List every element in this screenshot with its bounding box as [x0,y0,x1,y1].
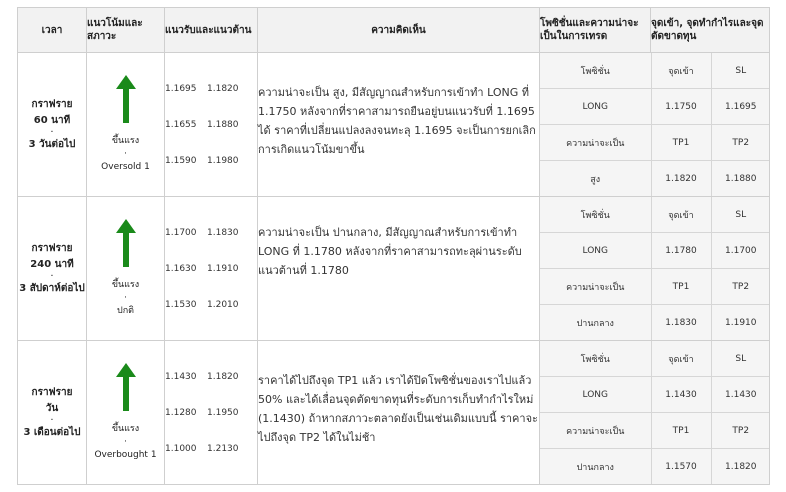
grid-label-tp2: TP2 [711,269,770,305]
header-position: โพซิชั่นและความน่าจะเป็นในการเทรด [540,8,651,53]
grid-entry-value: 1.1780 [651,233,711,269]
support-level: 1.1655 [165,119,197,130]
level-pair [165,287,257,323]
grid-position-value: LONG [540,377,651,413]
table-row [18,53,770,197]
support-level: 1.1430 [165,371,197,382]
grid-label-tp2: TP2 [711,413,770,449]
resistance-level: 1.2010 [207,299,239,310]
trend-dot: · [124,293,127,303]
levels-cell [165,341,258,485]
support-level: 1.1700 [165,227,197,238]
table-row [18,197,770,341]
support-level: 1.1530 [165,299,197,310]
level-pair [165,359,257,395]
up-arrow-icon [116,219,136,267]
grid-tp1-value: 1.1570 [651,449,711,485]
grid-probability-value: ปานกลาง [540,305,651,341]
header-time: เวลา [18,8,87,53]
timeframe-horizon: 3 เดือนต่อไป [23,426,81,438]
grid-label-probability: ความน่าจะเป็น [540,413,651,449]
resistance-level: 1.1910 [207,263,239,274]
grid-label-position: โพซิชั่น [540,197,651,233]
grid-label-sl: SL [711,197,770,233]
position-grid [540,341,770,484]
table-row [18,341,770,485]
grid-label-tp2: TP2 [711,125,770,161]
timeframe-cell [18,53,87,197]
trend-cell [87,53,165,197]
trend-cell [87,197,165,341]
trend-dot: · [124,437,127,447]
trend-state: Overbought 1 [94,450,157,460]
grid-position-value: LONG [540,89,651,125]
grid-entry-value: 1.1750 [651,89,711,125]
level-pair [165,107,257,143]
trend-label: ขึ้นแรง [111,280,140,290]
position-grid-cell [540,197,770,341]
trend-dot: · [124,149,127,159]
grid-label-entry: จุดเข้า [651,341,711,377]
grid-entry-value: 1.1430 [651,377,711,413]
comment-text: ความน่าจะเป็น สูง, มีสัญญาณสำหรับการเข้าทำ LONG ที่ 1.1750 หลังจากที่ราคาสามารถยืนอยู่บนแนวรับที่ 1.1695 ได้ ราคาที่เปลี่ยนแปลงลงจนทะลุ 1.1695 จะเป็นการยกเลิกการเกิดแนวโน้มขาขึ้น [258,85,536,156]
levels-cell [165,197,258,341]
support-level: 1.1280 [165,407,197,418]
timeframe-horizon: 3 วันต่อไป [28,138,76,150]
grid-tp2-value: 1.1910 [711,305,770,341]
grid-label-tp1: TP1 [651,269,711,305]
grid-label-position: โพซิชั่น [540,341,651,377]
grid-tp2-value: 1.1820 [711,449,770,485]
timeframe-dot: · [50,126,54,138]
grid-probability-value: ปานกลาง [540,449,651,485]
grid-sl-value: 1.1700 [711,233,770,269]
timeframe-period: 60 นาที [33,114,71,126]
comment-cell [258,53,540,197]
grid-tp2-value: 1.1880 [711,161,770,197]
support-level: 1.1630 [165,263,197,274]
grid-label-entry: จุดเข้า [651,197,711,233]
header-comment: ความคิดเห็น [258,8,540,53]
timeframe-label: กราฟราย [31,386,73,398]
timeframe-period: 240 นาที [30,258,74,270]
resistance-level: 1.2130 [207,443,239,454]
timeframe-period: วัน [45,402,59,414]
level-pair [165,431,257,467]
grid-position-value: LONG [540,233,651,269]
trend-label: ขึ้นแรง [111,136,140,146]
comment-cell [258,197,540,341]
timeframe-dot: · [50,270,54,282]
resistance-level: 1.1980 [207,155,239,166]
timeframe-dot: · [50,414,54,426]
timeframe-horizon: 3 สัปดาห์ต่อไป [19,282,85,294]
timeframe-cell [18,197,87,341]
resistance-level: 1.1830 [207,227,239,238]
grid-label-tp1: TP1 [651,413,711,449]
timeframe-cell [18,341,87,485]
trend-state: ปกติ [116,306,134,316]
grid-tp1-value: 1.1830 [651,305,711,341]
header-levels: แนวรับและแนวต้าน [165,8,258,53]
forecast-table [17,7,770,485]
grid-label-position: โพซิชั่น [540,53,651,89]
position-grid-cell [540,341,770,485]
timeframe-label: กราฟราย [31,98,73,110]
grid-label-sl: SL [711,53,770,89]
grid-label-sl: SL [711,341,770,377]
header-trend: แนวโน้มและสภาวะ [87,8,165,53]
grid-label-tp1: TP1 [651,125,711,161]
level-pair [165,251,257,287]
grid-probability-value: สูง [540,161,651,197]
position-grid [540,197,770,340]
level-pair [165,215,257,251]
up-arrow-icon [116,363,136,411]
level-pair [165,71,257,107]
timeframe-label: กราฟราย [31,242,73,254]
support-level: 1.1695 [165,83,197,94]
grid-label-probability: ความน่าจะเป็น [540,269,651,305]
resistance-level: 1.1950 [207,407,239,418]
level-pair [165,395,257,431]
up-arrow-icon [116,75,136,123]
comment-text: ความน่าจะเป็น ปานกลาง, มีสัญญาณสำหรับการเข้าทำ LONG ที่ 1.1780 หลังจากที่ราคาสามารถทะลุผ่านระดับแนวต้านที่ 1.1780 [258,226,522,277]
level-pair [165,143,257,179]
position-grid [540,53,770,196]
header-entry: จุดเข้า, จุดทำกำไรและจุดตัดขาดทุน [651,8,770,53]
trend-label: ขึ้นแรง [111,424,140,434]
trend-state: Oversold 1 [101,162,150,172]
grid-sl-value: 1.1430 [711,377,770,413]
header-row [18,8,770,53]
grid-sl-value: 1.1695 [711,89,770,125]
position-grid-cell [540,53,770,197]
support-level: 1.1590 [165,155,197,166]
resistance-level: 1.1880 [207,119,239,130]
levels-cell [165,53,258,197]
support-level: 1.1000 [165,443,197,454]
comment-text: ราคาได้ไปถึงจุด TP1 แล้ว เราได้ปิดโพซิชั่นของเราไปแล้ว 50% และได้เลื่อนจุดตัดขาดทุนที่ระดับการเก็บทำกำไรใหม่ (1.1430) ถ้าหากสภาวะตลาดยังเป็นเช่นเดิมแบบนี้ ราคาจะไปถึงจุด TP2 ได้ในไม่ช้า [258,373,538,444]
resistance-level: 1.1820 [207,83,239,94]
grid-label-entry: จุดเข้า [651,53,711,89]
grid-label-probability: ความน่าจะเป็น [540,125,651,161]
grid-tp1-value: 1.1820 [651,161,711,197]
resistance-level: 1.1820 [207,371,239,382]
comment-cell [258,341,540,485]
trend-cell [87,341,165,485]
